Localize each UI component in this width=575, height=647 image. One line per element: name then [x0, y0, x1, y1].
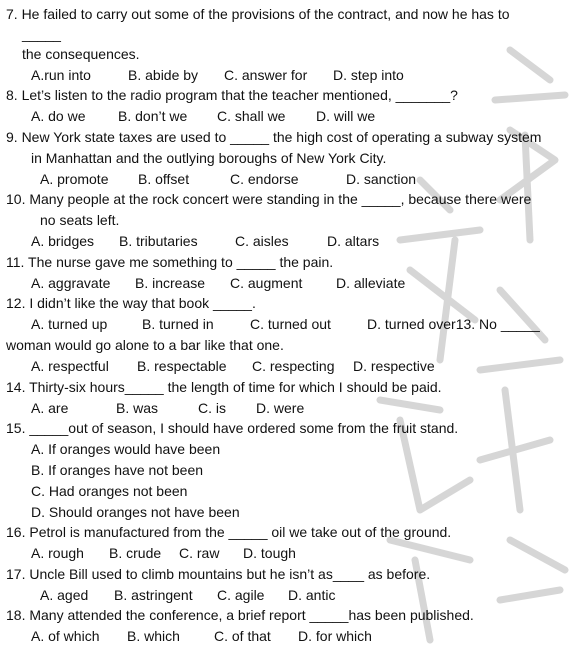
option-c: C. turned out	[250, 316, 331, 332]
question-16-stem: 16. Petrol is manufactured from the _____ oil we take out of the ground.	[6, 524, 452, 540]
option-c: C. is	[198, 400, 226, 416]
option-a: A.run into	[31, 67, 91, 83]
option-a: A. aged	[40, 587, 89, 603]
option-d: D. respective	[353, 358, 435, 374]
question-13-stem-continued: woman would go alone to a bar like that one.	[6, 337, 284, 353]
option-b: B. turned in	[142, 316, 214, 332]
option-c: C. respecting	[252, 358, 335, 374]
option-b: B. respectable	[137, 358, 227, 374]
option-a: A. turned up	[31, 316, 108, 332]
question-7-stem: 7. He failed to carry out some of the provisions of the contract, and now he has to	[6, 6, 510, 22]
option-d: D. will we	[316, 108, 376, 124]
option-b: B. don’t we	[118, 108, 188, 124]
option-a: A. If oranges would have been	[31, 441, 221, 457]
question-11-stem: 11. The nurse gave me something to _____ the pain.	[6, 254, 334, 270]
option-d: D. for which	[298, 628, 372, 644]
option-a: A. bridges	[31, 233, 95, 249]
option-d: D. altars	[327, 233, 380, 249]
question-8-stem: 8. Let’s listen to the radio program that the teacher mentioned, _______?	[6, 87, 458, 103]
option-b: B. If oranges have not been	[31, 462, 204, 478]
option-a: A. rough	[31, 545, 84, 561]
option-c: C. agile	[217, 587, 265, 603]
question-18-stem: 18. Many attended the conference, a brief report _____has been published.	[6, 607, 474, 623]
question-14-stem: 14. Thirty-six hours_____ the length of time for which I should be paid.	[6, 379, 442, 395]
question-15-stem: 15. _____out of season, I should have ordered some from the fruit stand.	[6, 420, 459, 436]
option-b: B. astringent	[114, 587, 193, 603]
option-b: B. increase	[135, 275, 206, 291]
question-9-stem-continued: in Manhattan and the outlying boroughs of New York City.	[31, 150, 387, 166]
option-d: D. were	[256, 400, 305, 416]
option-b: B. tributaries	[119, 233, 198, 249]
option-c: C. answer for	[224, 67, 308, 83]
option-c: C. shall we	[217, 108, 286, 124]
option-b: B. crude	[109, 545, 162, 561]
question-10-stem: 10. Many people at the rock concert were standing in the _____, because there were	[6, 191, 532, 207]
option-a: A. are	[31, 400, 69, 416]
question-10-stem-continued: no seats left.	[40, 212, 120, 228]
option-d: D. antic	[288, 587, 336, 603]
option-d: D. alleviate	[336, 275, 406, 291]
question-17-stem: 17. Uncle Bill used to climb mountains but he isn’t as____ as before.	[6, 566, 431, 582]
option-d: D. turned over13. No _____	[367, 316, 540, 332]
option-b: B. which	[127, 628, 180, 644]
option-c: C. aisles	[235, 233, 289, 249]
option-b: B. offset	[138, 171, 190, 187]
question-9-stem: 9. New York state taxes are used to _____ the high cost of operating a subway system	[6, 129, 542, 145]
option-d: D. Should oranges not have been	[31, 504, 240, 520]
question-7-blank: _____	[22, 26, 61, 42]
option-a: A. of which	[31, 628, 100, 644]
option-d: D. sanction	[346, 171, 417, 187]
option-d: D. step into	[333, 67, 404, 83]
option-d: D. tough	[243, 545, 296, 561]
option-c: C. augment	[230, 275, 303, 291]
option-a: A. promote	[40, 171, 109, 187]
option-b: B. abide by	[128, 67, 199, 83]
option-c: C. Had oranges not been	[31, 483, 188, 499]
question-12-stem: 12. I didn’t like the way that book _____.	[6, 295, 256, 311]
option-a: A. aggravate	[31, 275, 111, 291]
option-a: A. respectful	[31, 358, 109, 374]
option-a: A. do we	[31, 108, 86, 124]
question-7-stem-continued: the consequences.	[22, 46, 140, 62]
option-c: C. of that	[214, 628, 271, 644]
option-c: C. endorse	[230, 171, 299, 187]
option-b: B. was	[116, 400, 159, 416]
option-c: C. raw	[179, 545, 220, 561]
